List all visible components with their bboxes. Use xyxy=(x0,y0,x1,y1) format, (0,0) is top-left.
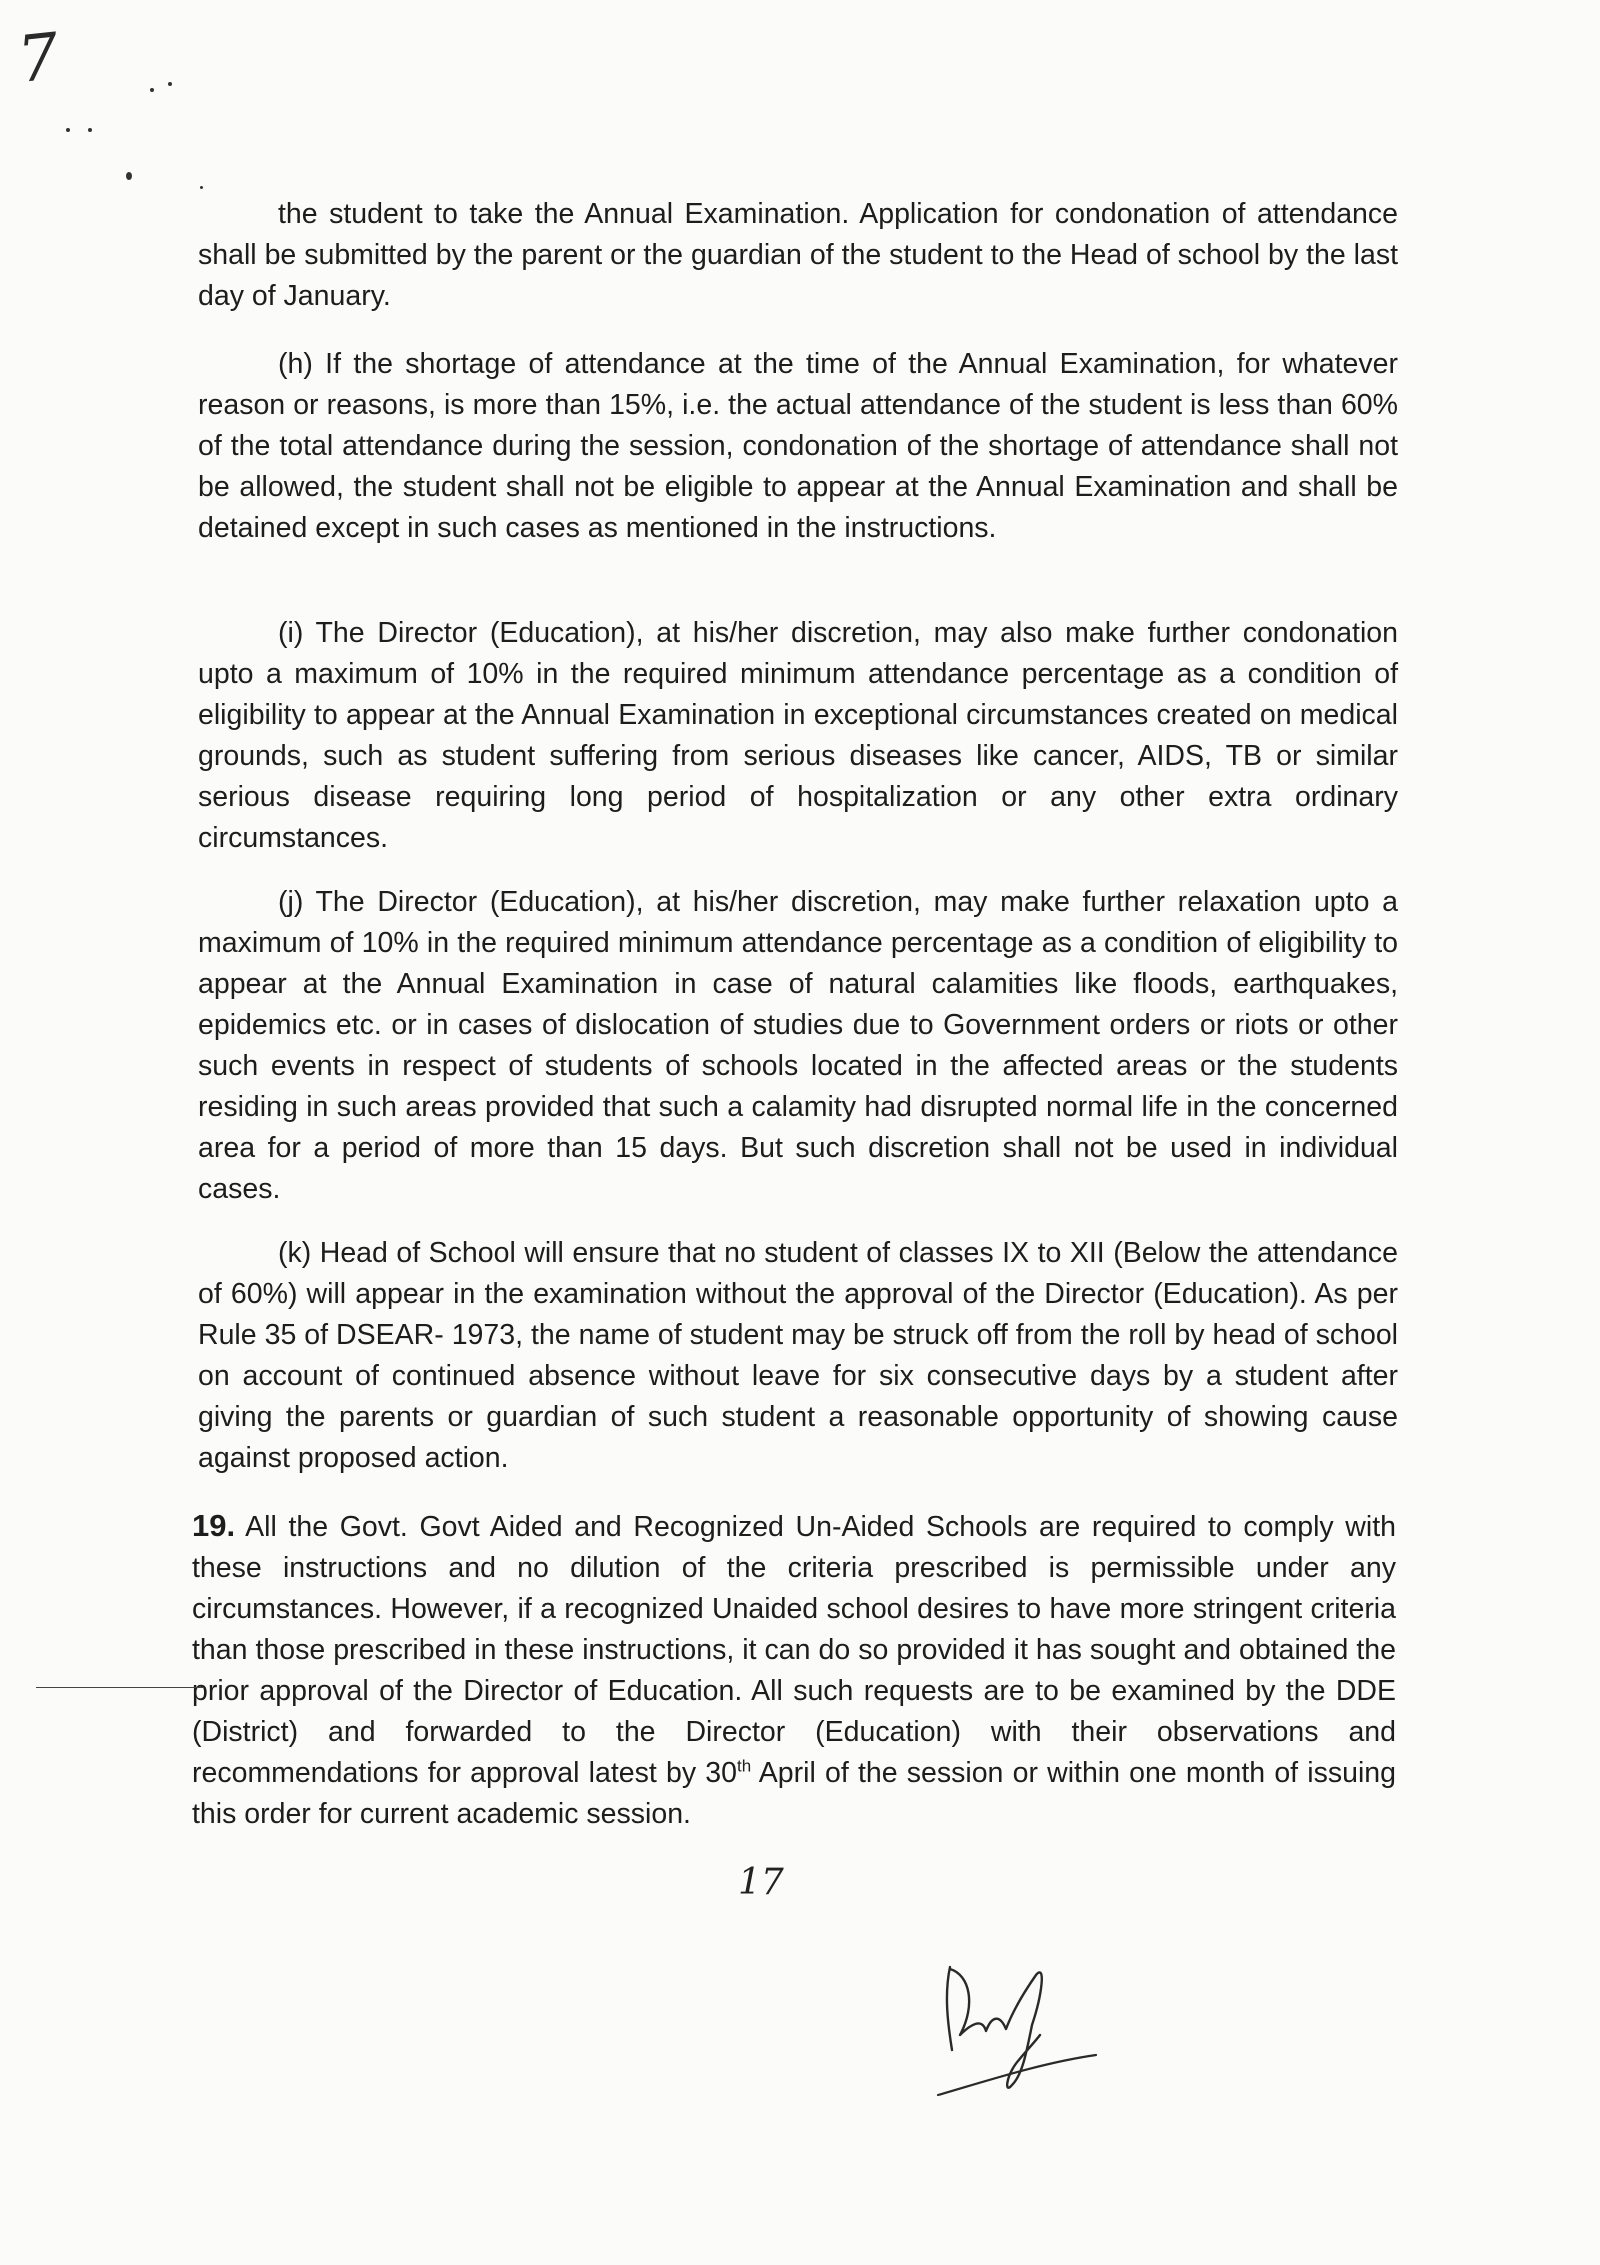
paragraph-i xyxy=(198,613,1398,859)
paragraph-text: (j) The Director (Education), at his/her discretion, may make further relaxation upto a maximum of 10% in the required minimum attendance percentage as a condition of eligibility to appear at the Annual Examination in case of natural calamities like floods, earthquakes, epidemics etc. or in cases of dislocation of studies due to Government orders or riots or other such events in respect of students of schools located in the affected areas or the students residing in such areas provided that such a calamity had disrupted normal life in the concerned area for a period of more than 15 days. But such discretion shall not be used in individual cases. xyxy=(198,886,1398,1205)
paragraph-text: (i) The Director (Education), at his/her discretion, may also make further condonation upto a maximum of 10% in the required minimum attendance percentage as a condition of eligibility to appear at the Annual Examination in exceptional circumstances created on medical grounds, such as student suffering from serious diseases like cancer, AIDS, TB or similar serious disease requiring long period of hospitalization or any other extra ordinary circumstances. xyxy=(198,617,1398,854)
speck-mark xyxy=(168,82,172,86)
ordinal-suffix: th xyxy=(736,1756,752,1776)
paragraph-text xyxy=(192,1505,1396,1835)
paragraph-h xyxy=(198,344,1398,549)
item-text-after: April of the session or within one month of issuing this order for current academic session. xyxy=(192,1757,1396,1830)
paragraph-j xyxy=(198,882,1398,1210)
handwritten-margin-mark: 7 xyxy=(14,20,63,98)
paragraph-k xyxy=(198,1233,1398,1479)
margin-rule-line xyxy=(36,1687,204,1688)
speck-mark xyxy=(88,128,92,132)
item-number: 19. xyxy=(192,1508,236,1543)
item-text-before: All the Govt. Govt Aided and Recognized Un-Aided Schools are required to comply with these instructions and no dilution of the criteria prescribed is permissible under any circumstances. However, if a recognized Unaided school desires to have more stringent criteria than those prescribed in these instructions, it can do so provided it has sought and obtained the prior approval of the Director of Education. All such requests are to be examined by the DDE (District) and forwarded to the Director (Education) with their observations and recommendations for approval latest by 30 xyxy=(192,1511,1396,1789)
handwritten-signature xyxy=(930,1955,1100,2115)
page-number: 17 xyxy=(738,1862,784,1903)
speck-mark xyxy=(66,128,70,132)
speck-mark xyxy=(200,186,203,189)
speck-mark xyxy=(126,172,132,180)
paragraph-item-19 xyxy=(192,1505,1396,1835)
paragraph-continuation xyxy=(198,194,1398,317)
speck-mark xyxy=(150,88,154,92)
paragraph-text: the student to take the Annual Examination. Application for condonation of attendance shall be submitted by the parent or the guardian of the student to the Head of school by the last day of January. xyxy=(198,198,1398,312)
paragraph-text: (k) Head of School will ensure that no student of classes IX to XII (Below the attendance of 60%) will appear in the examination without the approval of the Director (Education). As per Rule 35 of DSEAR- 1973, the name of student may be struck off from the roll by head of school on account of continued absence without leave for six consecutive days by a student after giving the parents or guardian of such student a reasonable opportunity of showing cause against proposed action. xyxy=(198,1237,1398,1474)
paragraph-text: (h) If the shortage of attendance at the time of the Annual Examination, for whatever reason or reasons, is more than 15%, i.e. the actual attendance of the student is less than 60% of the total attendance during the session, condonation of the shortage of attendance shall not be allowed, the student shall not be eligible to appear at the Annual Examination and shall be detained except in such cases as mentioned in the instructions. xyxy=(198,348,1398,544)
